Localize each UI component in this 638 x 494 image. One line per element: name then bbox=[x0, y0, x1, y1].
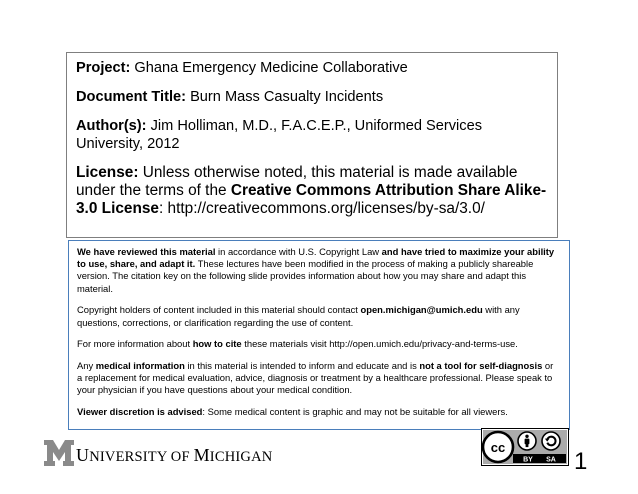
license-text: Unless otherwise noted, this material is made available under the terms of the bbox=[76, 164, 518, 199]
text: these materials visit http://open.umich.edu/privacy-and-terms-use. bbox=[244, 338, 518, 350]
logo-text-part: M bbox=[193, 445, 210, 465]
by-label: BY bbox=[523, 456, 533, 464]
project-label: Project: bbox=[76, 60, 131, 76]
document-info-box bbox=[66, 52, 558, 238]
copyright-paragraph bbox=[77, 304, 561, 328]
discretion-paragraph bbox=[77, 406, 561, 418]
citation-paragraph bbox=[77, 338, 561, 350]
cc-icon-label: cc bbox=[490, 440, 506, 455]
text-bold: We have reviewed this material bbox=[77, 246, 216, 257]
text: in this material is intended to inform and educate and is bbox=[187, 359, 417, 371]
university-logo bbox=[44, 438, 272, 466]
logo-text-part: NIVERSITY OF bbox=[89, 449, 194, 465]
page-number: 1 bbox=[574, 448, 588, 475]
text-bold: Viewer discretion is advised bbox=[77, 406, 203, 418]
text-bold: and have tried to maximize your ability to use, share, and adapt it. bbox=[77, 246, 555, 270]
authors-label: Author(s): bbox=[76, 118, 147, 134]
notice-box bbox=[68, 240, 570, 430]
medical-paragraph bbox=[77, 360, 561, 397]
project-value: Ghana Emergency Medicine Collaborative bbox=[134, 60, 408, 76]
text: with any questions, corrections, or clarification regarding the use of content. bbox=[77, 304, 520, 328]
review-paragraph bbox=[77, 246, 561, 295]
cc-by-sa-badge bbox=[481, 428, 569, 466]
license-url: : http://creativecommons.org/licenses/by-sa/3.0/ bbox=[159, 200, 485, 217]
university-name bbox=[76, 445, 273, 466]
authors-line bbox=[76, 117, 548, 153]
license-name: Creative Commons Attribution Share Alike-3.0 License bbox=[76, 182, 547, 217]
title-line bbox=[76, 88, 548, 106]
text-bold: how to cite bbox=[192, 338, 242, 350]
title-value: Burn Mass Casualty Incidents bbox=[190, 89, 384, 105]
text-bold: not a tool for self-diagnosis bbox=[419, 359, 543, 371]
text: Any bbox=[77, 359, 94, 371]
license-label: License: bbox=[76, 164, 139, 181]
title-label: Document Title: bbox=[76, 89, 187, 105]
text-bold: medical information bbox=[95, 359, 185, 371]
logo-text-part: U bbox=[76, 445, 90, 465]
text: Copyright holders of content included in this material should contact bbox=[77, 304, 358, 316]
block-m-icon bbox=[44, 440, 74, 466]
sa-icon bbox=[542, 432, 560, 450]
contact-email: open.michigan@umich.edu bbox=[360, 304, 483, 316]
text: For more information about bbox=[77, 338, 191, 350]
text: These lectures have been modified in the process of making a publicly shareable version. The citation key on the following slide provides information about how you may share and adapt this material. bbox=[77, 258, 534, 294]
block-m-letter: M bbox=[59, 458, 60, 459]
text: or a replacement for medical evaluation, advice, diagnosis or treatment by a healthcare professional. Please speak to your physician if you have questions about your medical condition. bbox=[77, 359, 554, 396]
sa-label: SA bbox=[546, 456, 556, 464]
project-line bbox=[76, 59, 548, 77]
text: in accordance with U.S. Copyright Law bbox=[218, 246, 380, 257]
by-icon bbox=[518, 432, 536, 450]
text: : Some medical content is graphic and may not be suitable for all viewers. bbox=[202, 406, 508, 418]
logo-text-part: ICHIGAN bbox=[209, 449, 273, 465]
authors-value: Jim Holliman, M.D., F.A.C.E.P., Uniformed Services University, 2012 bbox=[76, 118, 483, 152]
license-line bbox=[76, 164, 548, 218]
